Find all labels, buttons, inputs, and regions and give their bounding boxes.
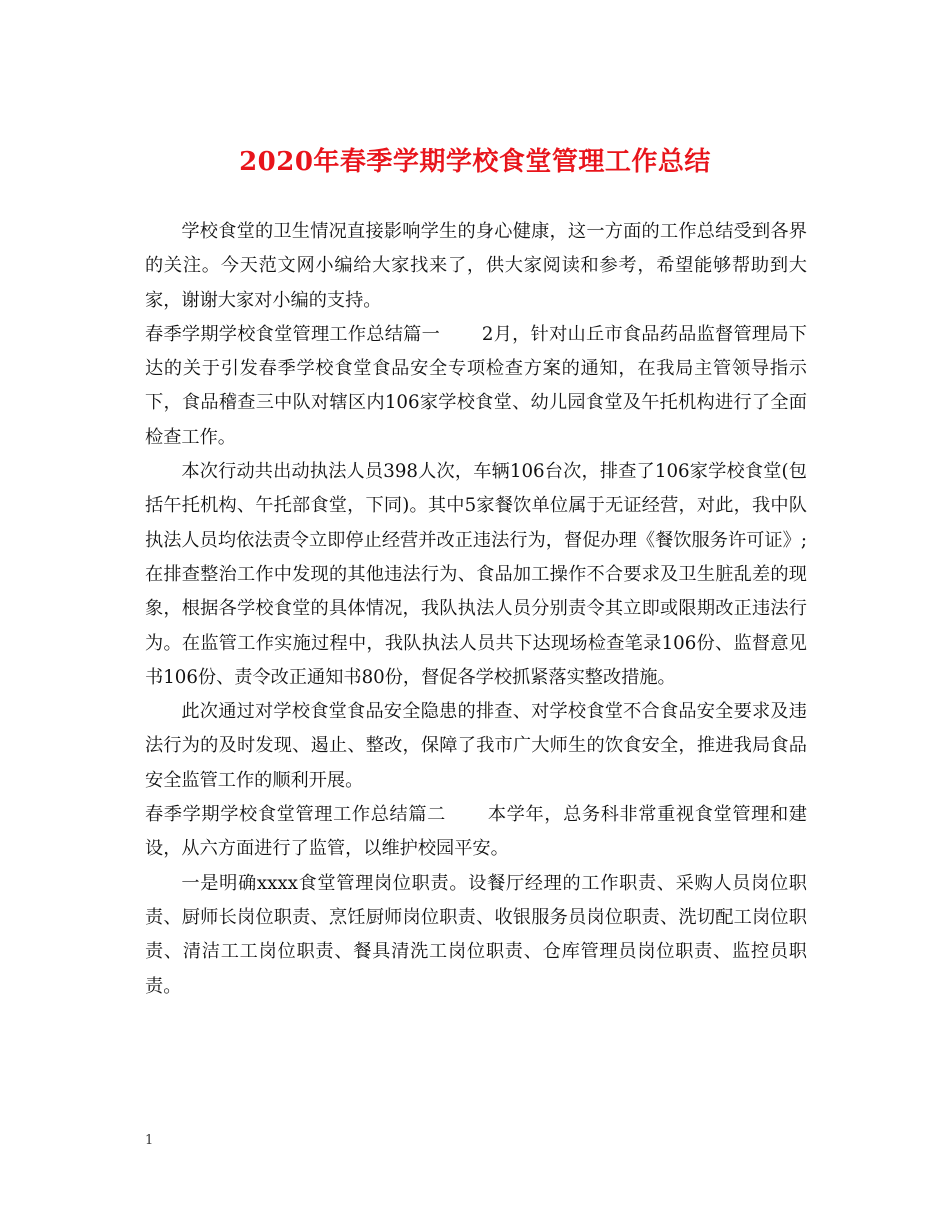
section-one-paragraph-3: 此次通过对学校食堂食品安全隐患的排查、对学校食堂不合食品安全要求及违法行为的及时发现、遏止、整改，保障了我市广大师生的饮食安全，推进我局食品安全监管工作的顺利开展。: [145, 701, 807, 791]
section-one-heading: 春季学期学校食堂管理工作总结篇一: [145, 323, 441, 345]
section-two-paragraph-2: 一是明确xxxx食堂管理岗位职责。设餐厅经理的工作职责、采购人员岗位职责、厨师长岗位职责、烹饪厨师岗位职责、收银服务员岗位职责、洗切配工岗位职责、清洁工工岗位职责、餐具清洗工岗位职责、仓库管理员岗位职责、监控员职责。: [145, 872, 807, 997]
page-number: 1: [145, 1133, 154, 1148]
section-two-paragraph: [145, 798, 807, 867]
section-two-heading: 春季学期学校食堂管理工作总结篇二: [145, 804, 446, 826]
intro-paragraph: 学校食堂的卫生情况直接影响学生的身心健康，这一方面的工作总结受到各界的关注。今天范文网小编给大家找来了，供大家阅读和参考，希望能够帮助到大家，谢谢大家对小编的支持。: [145, 221, 807, 311]
document-body: [145, 215, 807, 1004]
document-title: 2020年春季学期学校食堂管理工作总结: [239, 147, 711, 177]
section-one-text: 2月，针对山丘市食品药品监督管理局下达的关于引发春季学校食堂食品安全专项检查方案的通知，在我局主管领导指示下，食品稽查三中队对辖区内106家学校食堂、幼儿园食堂及午托机构进行了全面检查工作。: [145, 323, 807, 448]
section-two-text: 本学年，总务科非常重视食堂管理和建设，从六方面进行了监管，以维护校园平安。: [145, 804, 807, 860]
section-one-paragraph-2: 本次行动共出动执法人员398人次，车辆106台次，排查了106家学校食堂(包括午托机构、午托部食堂，下同)。其中5家餐饮单位属于无证经营，对此，我中队执法人员均依法责令立即停止经营并改正违法行为，督促办理《餐饮服务许可证》;在排查整治工作中发现的其他违法行为、食品加工操作不合要求及卫生脏乱差的现象，根据各学校食堂的具体情况，我队执法人员分别责令其立即或限期改正违法行为。在监管工作实施过程中，我队执法人员共下达现场检查笔录106份、监督意见书106份、责令改正通知书80份，督促各学校抓紧落实整改措施。: [145, 461, 807, 688]
section-one-paragraph: [145, 318, 807, 455]
